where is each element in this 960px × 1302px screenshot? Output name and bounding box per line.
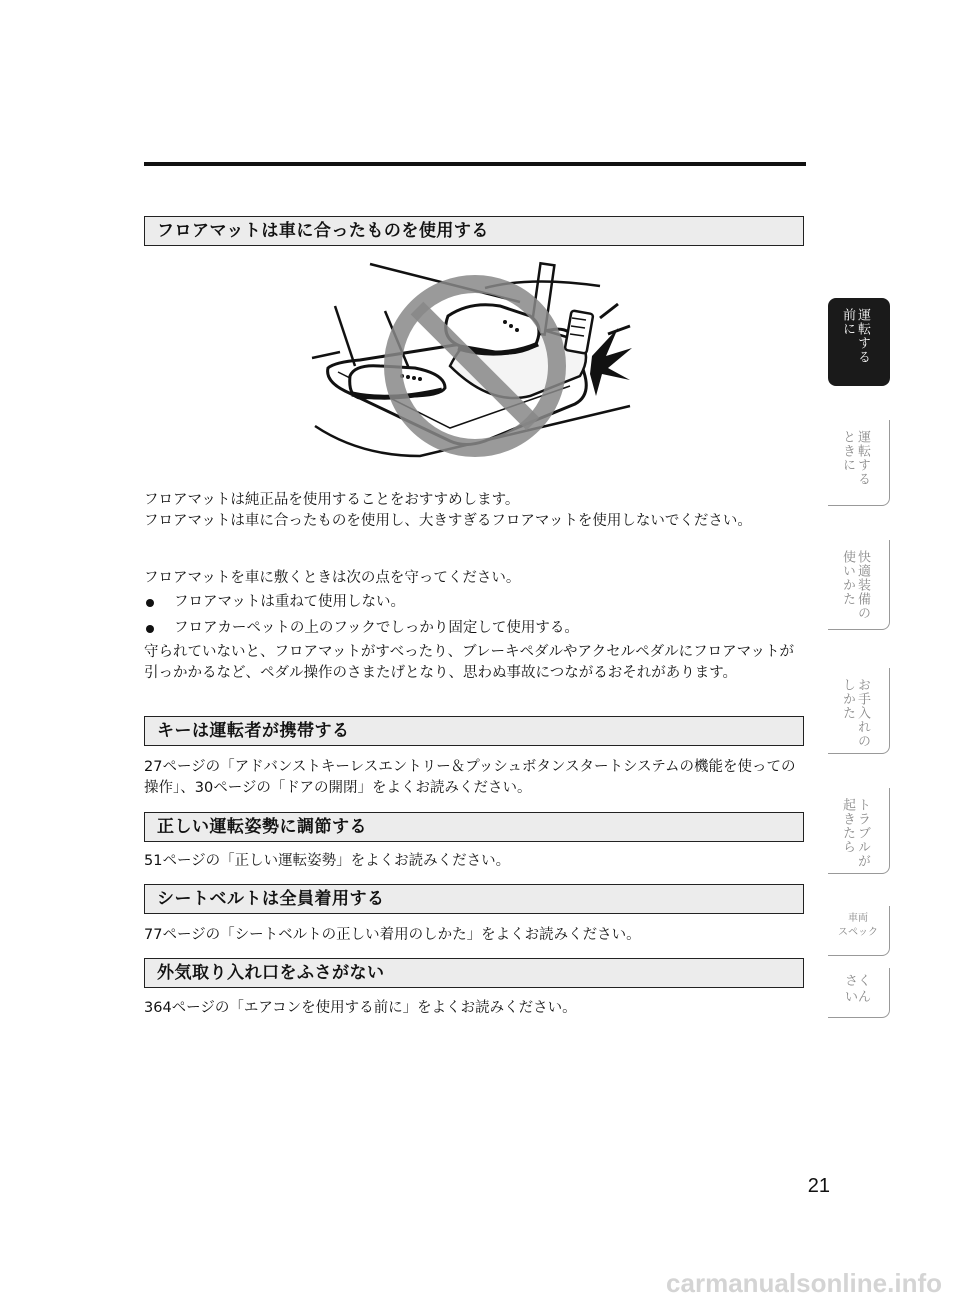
page-number: 21 bbox=[807, 1175, 830, 1197]
bullet-text: フロアカーペットの上のフックでしっかり固定して使用する。 bbox=[174, 620, 579, 636]
heading-seatbelt: シートベルトは全員着用する bbox=[144, 884, 804, 914]
tab-label: 車両 bbox=[848, 913, 868, 924]
paragraph-rules-intro: フロアマットを車に敷くときは次の点を守ってください。 bbox=[144, 570, 521, 586]
bullet-text: フロアマットは重ねて使用しない。 bbox=[174, 594, 406, 610]
tab-label: トラブルが 起きたら bbox=[840, 798, 870, 868]
tab-index[interactable] bbox=[828, 968, 890, 1018]
heading-floor-mat: フロアマットは車に合ったものを使用する bbox=[144, 216, 804, 246]
paragraph-seatbelt-reference: 77ページの「シートベルトの正しい着用のしかた」をよくお読みください。 bbox=[144, 927, 641, 943]
tab-label: スペック bbox=[838, 927, 878, 938]
tab-label: お手入れの しかた bbox=[840, 678, 870, 748]
bullet-dot-icon bbox=[146, 599, 154, 607]
tab-comfort-equipment[interactable] bbox=[828, 540, 890, 630]
tab-label: 運転する 前に bbox=[840, 308, 870, 364]
tab-troubleshooting[interactable] bbox=[828, 788, 890, 874]
paragraph-recommend-genuine: フロアマットは純正品を使用することをおすすめします。 bbox=[144, 492, 520, 508]
top-rule bbox=[144, 162, 806, 166]
paragraph-warning: 守られていないと、フロアマットがすべったり、ブレーキペダルやアクセルペダルにフロアマットが引っかかるなど、ペダル操作のさまたげとなり、思わぬ事故につながるおそれがあります。 bbox=[144, 644, 795, 681]
tab-vehicle-specs[interactable] bbox=[828, 906, 890, 956]
floor-mat-prohibition-illustration bbox=[300, 256, 645, 466]
paragraph-posture-reference: 51ページの「正しい運転姿勢」をよくお読みください。 bbox=[144, 853, 511, 869]
tab-label: いん bbox=[844, 990, 871, 1005]
heading-key: キーは運転者が携帯する bbox=[144, 716, 804, 746]
paragraph-key-reference: 27ページの「アドバンストキーレスエントリー＆プッシュボタンスタートシステムの機能を使っての操作」、30ページの「ドアの開閉」をよくお読みください。 bbox=[144, 759, 796, 796]
paragraph-air-intake-reference: 364ページの「エアコンを使用する前に」をよくお読みください。 bbox=[144, 1000, 577, 1016]
heading-air-intake: 外気取り入れ口をふさがない bbox=[144, 958, 804, 988]
heading-posture: 正しい運転姿勢に調節する bbox=[144, 812, 804, 842]
bullet-dot-icon bbox=[146, 625, 154, 633]
tab-maintenance[interactable] bbox=[828, 668, 890, 754]
watermark: carmanualsonline.info bbox=[666, 1268, 942, 1298]
tab-before-driving[interactable] bbox=[828, 298, 890, 386]
tab-label: さく bbox=[844, 974, 871, 989]
paragraph-fit-mat: フロアマットは車に合ったものを使用し、大きすぎるフロアマットを使用しないでください。 bbox=[144, 513, 752, 529]
tab-while-driving[interactable] bbox=[828, 420, 890, 506]
tab-label: 運転する ときに bbox=[840, 430, 870, 486]
tab-label: 快適装備の 使いかた bbox=[840, 550, 870, 620]
